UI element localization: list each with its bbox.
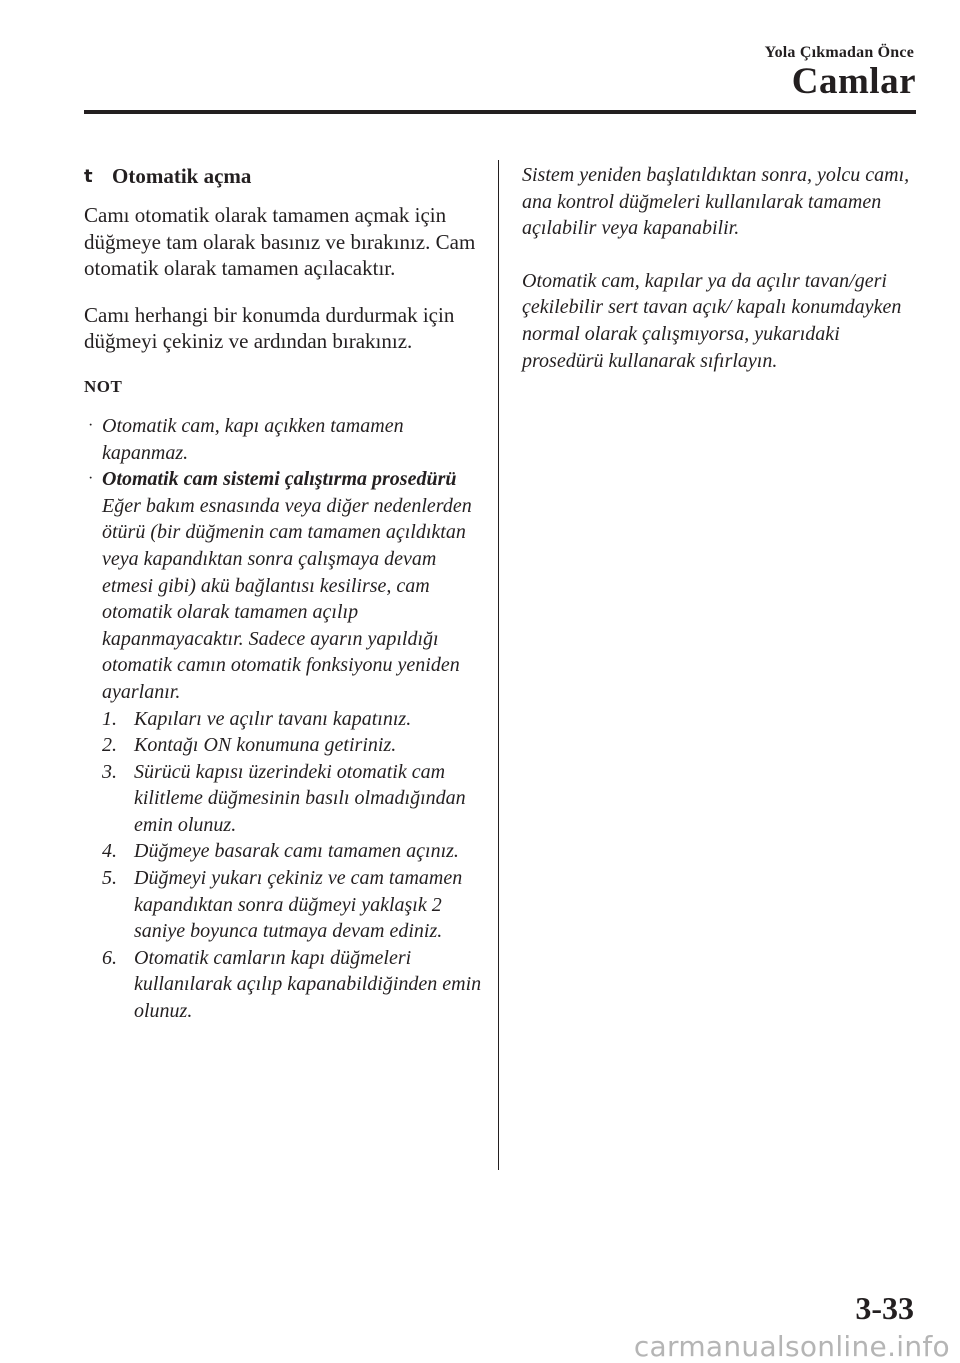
step-number: 6. (102, 946, 117, 969)
note-continuation-paragraph: Sistem yeniden başlatıldıktan sonra, yolcu camı, ana kontrol düğmeleri kullanılarak tamamen açılabilir veya kapanabilir. (522, 164, 910, 240)
note-item (84, 466, 482, 1024)
procedure-step (102, 945, 482, 1025)
bullet-icon: · (88, 416, 94, 434)
step-text: Düğmeyi yukarı çekiniz ve cam tamamen kapandıktan sonra düğmeyi yaklaşık 2 saniye boyunca tutmaya devam ediniz. (134, 867, 463, 943)
step-text: Kapıları ve açılır tavanı kapatınız. (134, 707, 412, 730)
step-text: Sürücü kapısı üzerindeki otomatik cam kilitleme düğmesinin basılı olmadığından emin olunuz. (134, 760, 466, 836)
left-column (84, 160, 482, 1025)
bullet-icon: · (88, 470, 94, 488)
watermark: carmanualsonline.info (633, 1330, 950, 1363)
note-title: NOT (84, 376, 123, 396)
note-item (84, 413, 482, 466)
column-divider (498, 160, 499, 1170)
header-rule (84, 110, 916, 114)
step-number: 1. (102, 707, 117, 730)
body-paragraph: Camı herhangi bir konumda durdurmak için düğmeyi çekiniz ve ardından bırakınız. (84, 302, 455, 354)
procedure-step (102, 706, 482, 733)
procedure-step (102, 732, 482, 759)
step-text: Otomatik camların kapı düğmeleri kullanılarak açılıp kapanabildiğinden emin olunuz. (134, 946, 482, 1023)
page-number: 3-33 (855, 1290, 914, 1326)
section-heading (84, 160, 482, 192)
procedure-steps (102, 706, 482, 1025)
chapter-label: Yola Çıkmadan Önce (764, 44, 914, 61)
note-item-text: Eğer bakım esnasında veya diğer nedenlerden ötürü (bir düğmenin cam tamamen açıldıktan veya kapandıktan sonra çalışmaya devam etmesi gibi) akü bağlantısı kesilirse, cam otomatik olarak tamamen açılıp kapanmayacaktır. Sadece ayarın yapıldığı otomatik camın otomatik fonksiyonu yeniden ayarlanır. (102, 494, 472, 703)
body-paragraph: Camı otomatik olarak tamamen açmak için düğmeye tam olarak basınız ve bırakınız. Cam otomatik olarak tamamen açılacaktır. (84, 203, 476, 281)
section-marker-icon: t (84, 165, 93, 187)
procedure-step (102, 838, 482, 865)
step-number: 4. (102, 840, 117, 863)
note-item-text: Otomatik cam, kapı açıkken tamamen kapanmaz. (102, 414, 404, 464)
right-column (522, 160, 922, 374)
section-heading-text: Otomatik açma (112, 163, 252, 188)
step-text: Kontağı ON konumuna getiriniz. (134, 734, 397, 757)
step-number: 3. (102, 760, 117, 783)
procedure-step (102, 865, 482, 945)
note-continuation-paragraph: Otomatik cam, kapılar ya da açılır tavan/geri çekilebilir sert tavan açık/ kapalı konumdayken normal olarak çalışmıyorsa, yukarıdaki prosedürü kullanarak sıfırlayın. (522, 269, 902, 372)
page-title: Camlar (791, 61, 916, 102)
note-item-title: Otomatik cam sistemi çalıştırma prosedürü (102, 468, 457, 491)
step-number: 2. (102, 734, 117, 757)
note-list (84, 413, 482, 1025)
procedure-step (102, 759, 482, 839)
step-text: Düğmeye basarak camı tamamen açınız. (134, 840, 459, 863)
step-number: 5. (102, 867, 117, 890)
